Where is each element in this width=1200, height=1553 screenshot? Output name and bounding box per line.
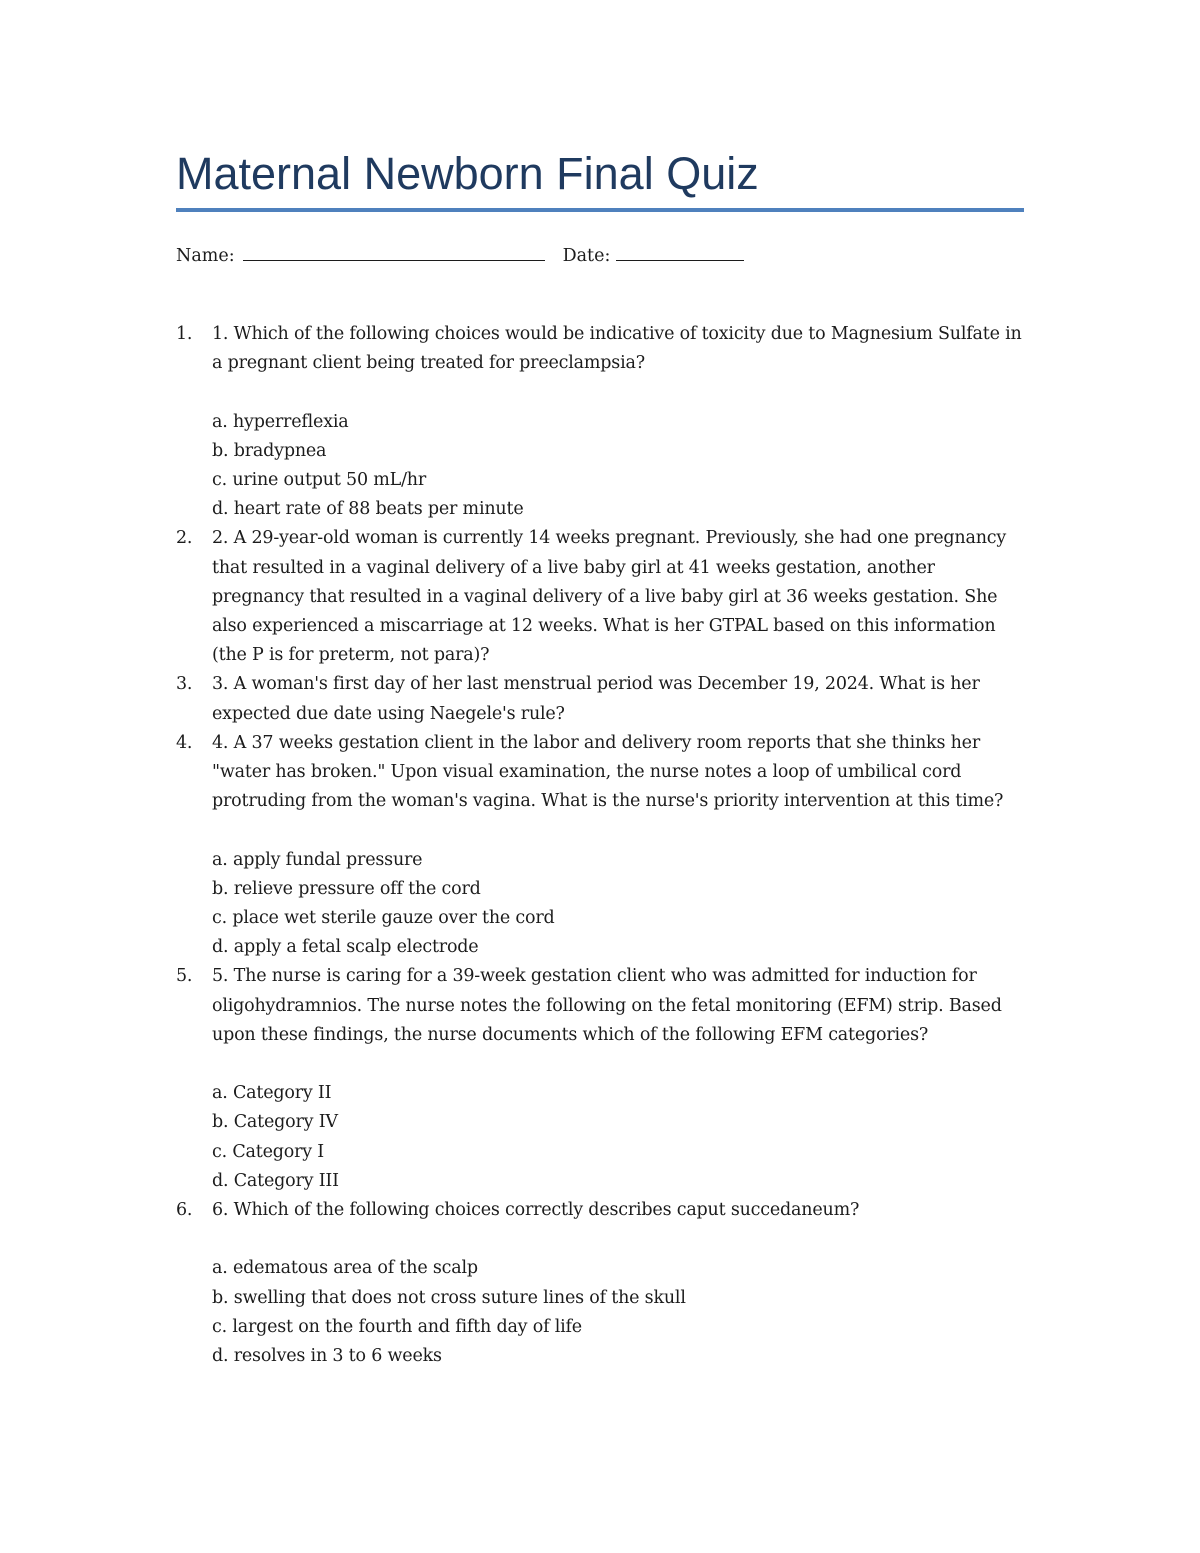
answer-option: b. relieve pressure off the cord bbox=[212, 878, 481, 899]
question-number: 3. bbox=[176, 674, 193, 695]
date-label: Date: bbox=[562, 246, 611, 266]
answer-option: d. heart rate of 88 beats per minute bbox=[212, 499, 524, 520]
answer-option: b. swelling that does not cross suture lines of the skull bbox=[212, 1287, 686, 1308]
question-text: 4. A 37 weeks gestation client in the labor and delivery room reports that she thinks her "water has broken." Upon visual examination, the nurse notes a loop of umbilical cord protruding from the woman's vagina. What is the nurse's priority intervention at this time? bbox=[212, 732, 1004, 812]
answer-option: b. Category IV bbox=[212, 1112, 338, 1133]
answer-option: c. place wet sterile gauze over the cord bbox=[212, 908, 555, 929]
question-item bbox=[176, 524, 1026, 670]
question-spacer bbox=[212, 1050, 1026, 1079]
date-blank bbox=[616, 244, 744, 261]
question-number: 6. bbox=[176, 1200, 193, 1221]
question-text: 5. The nurse is caring for a 39-week gestation client who was admitted for induction for oligohydramnios. The nurse notes the following on the fetal monitoring (EFM) strip. Based upon these findings, the nurse documents which of the following EFM categories? bbox=[212, 966, 1002, 1045]
question-spacer bbox=[212, 378, 1026, 407]
question-spacer bbox=[212, 1225, 1026, 1254]
answer-option: c. largest on the fourth and fifth day of life bbox=[212, 1316, 582, 1337]
question-text: 2. A 29-year-old woman is currently 14 weeks pregnant. Previously, she had one pregnancy that resulted in a vaginal delivery of a live baby girl at 41 weeks gestation, another pregnancy that resulted in a vaginal delivery of a live baby girl at 36 weeks gestation. She also experienced a miscarriage at 12 weeks. What is her GTPAL based on this information (the P is for preterm, not para)? bbox=[212, 528, 1007, 666]
name-blank bbox=[243, 244, 545, 261]
question-text: 6. Which of the following choices correctly describes caput succedaneum? bbox=[212, 1200, 860, 1221]
question-text: 1. Which of the following choices would be indicative of toxicity due to Magnesium Sulfate in a pregnant client being treated for preeclampsia? bbox=[212, 324, 1022, 374]
answer-option: d. apply a fetal scalp electrode bbox=[212, 937, 479, 958]
title-underline bbox=[176, 208, 1024, 212]
question-item bbox=[176, 1196, 1026, 1371]
question-text: 3. A woman's first day of her last menstrual period was December 19, 2024. What is her expected due date using Naegele's rule? bbox=[212, 674, 980, 724]
question-item bbox=[176, 320, 1026, 524]
answer-option: d. resolves in 3 to 6 weeks bbox=[212, 1346, 442, 1367]
name-label: Name: bbox=[176, 246, 235, 266]
answer-option: a. hyperreflexia bbox=[212, 411, 349, 432]
answer-option: b. bradypnea bbox=[212, 440, 327, 461]
answer-option: a. edematous area of the scalp bbox=[212, 1258, 478, 1279]
question-number: 4. bbox=[176, 732, 193, 753]
answer-option: c. Category I bbox=[212, 1141, 325, 1162]
name-date-line bbox=[176, 242, 744, 270]
question-number: 1. bbox=[176, 324, 193, 344]
question-item bbox=[176, 962, 1026, 1196]
question-list bbox=[176, 320, 1026, 1371]
question-number: 5. bbox=[176, 966, 193, 987]
question-number: 2. bbox=[176, 528, 193, 549]
answer-option: c. urine output 50 mL/hr bbox=[212, 470, 427, 490]
question-item bbox=[176, 729, 1026, 963]
answer-option: a. apply fundal pressure bbox=[212, 849, 423, 870]
answer-option: d. Category III bbox=[212, 1170, 339, 1191]
question-spacer bbox=[212, 816, 1026, 845]
answer-option: a. Category II bbox=[212, 1083, 332, 1104]
question-item bbox=[176, 670, 1026, 728]
document-title: Maternal Newborn Final Quiz bbox=[176, 148, 759, 199]
